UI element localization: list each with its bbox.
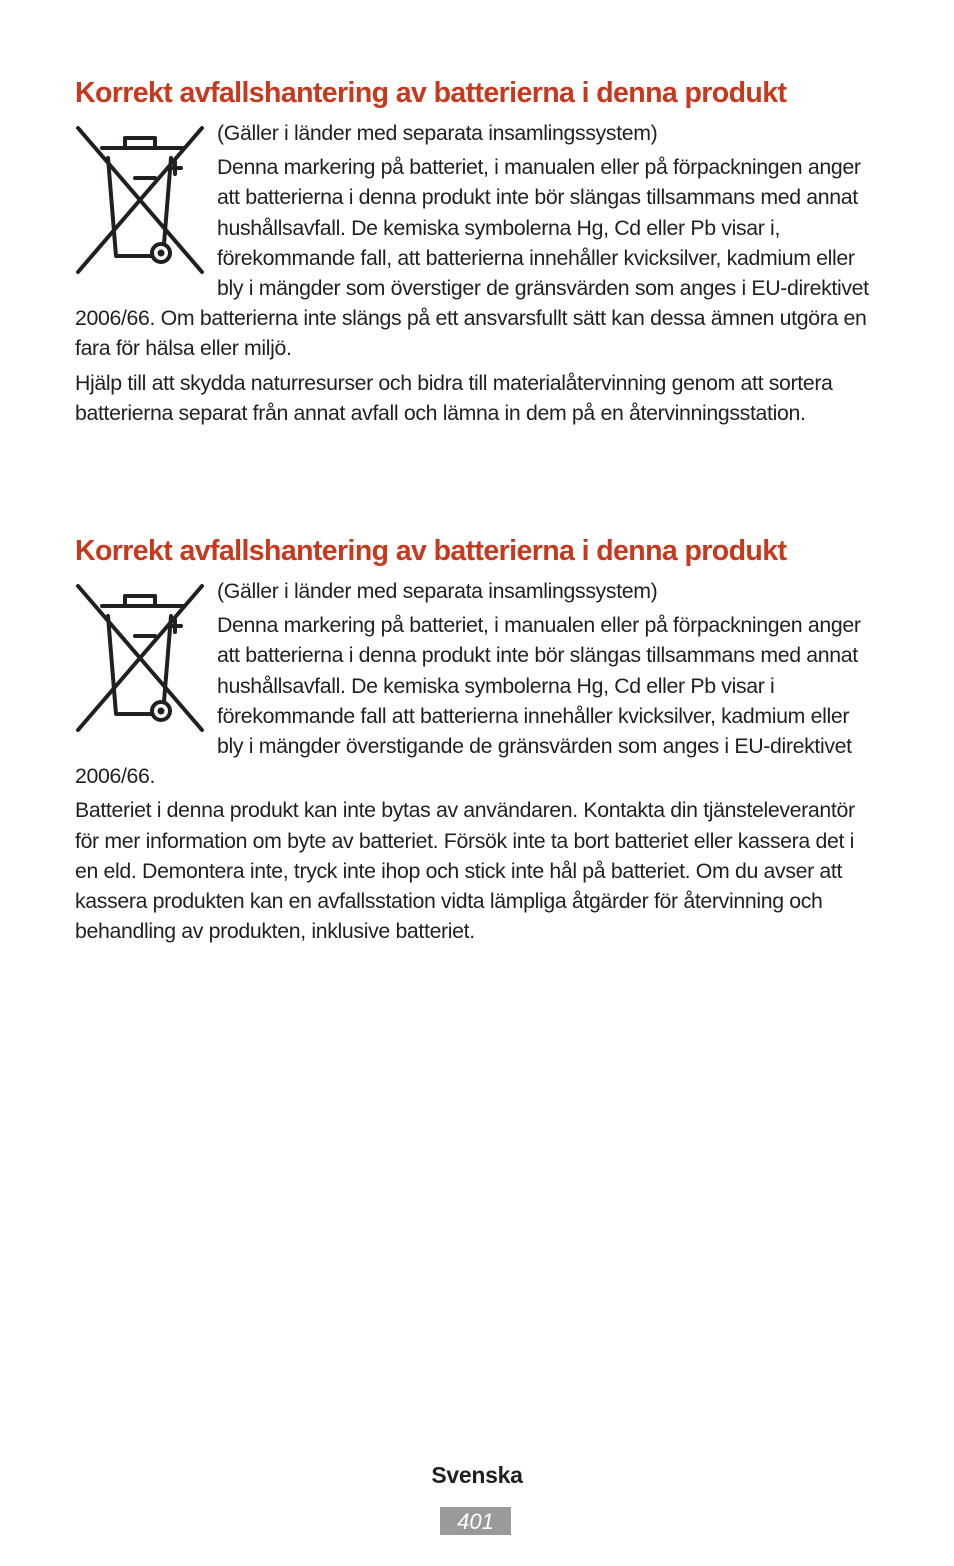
- battery-disposal-section-2: [75, 532, 875, 946]
- section-heading: Korrekt avfallshantering av batterierna i denna produkt: [75, 535, 787, 567]
- paragraph: (Gäller i länder med separata insamlingssystem): [217, 579, 658, 603]
- page-number: 401: [440, 1507, 511, 1535]
- paragraph: Denna markering på batteriet, i manualen eller på förpackningen anger att batterierna i denna produkt inte bör slängas tillsammans med annat hushållsavfall. De kemiska symbolerna Hg, Cd eller Pb visar i förekommande fall att batterierna innehåller kvicksilver, kadmium eller bly i mängder överstigande de gränsvärden som anges i EU-direktivet 2006/66.: [75, 613, 861, 789]
- section-content: [75, 118, 875, 428]
- paragraph: Denna markering på batteriet, i manualen eller på förpackningen anger att batterierna i denna produkt inte bör slängas tillsammans med annat hushållsavfall. De kemiska symbolerna Hg, Cd eller Pb visar i, förekommande fall, att batterierna innehåller kvicksilver, kadmium eller bly i mängder som överstiger de gränsvärden som anges i EU-direktivet 2006/66. Om batterierna inte slängs på ett ansvarsfullt sätt kan dessa ämnen utgöra en fara för hälsa eller miljö.: [75, 155, 869, 361]
- footer-language-label: Svenska: [431, 1462, 523, 1488]
- paragraph: Hjälp till att skydda naturresurser och bidra till materialåtervinning genom att sortera batterierna separat från annat avfall och lämna in dem på en återvinningsstation.: [75, 370, 833, 425]
- battery-disposal-section-1: [75, 74, 875, 428]
- paragraph: Batteriet i denna produkt kan inte bytas av användaren. Kontakta din tjänsteleverantör för mer information om byte av batteriet. Försök inte ta bort batteriet eller kassera det i en eld. Demontera inte, tryck inte ihop och stick inte hål på batteriet. Om du avser att kassera produkten kan en avfallsstation vidta lämpliga åtgärder för återvinning och behandling av produkten, inklusive batteriet.: [75, 798, 855, 944]
- paragraph: (Gäller i länder med separata insamlingssystem): [217, 121, 658, 145]
- crossed-out-wheeled-bin-icon: [75, 584, 205, 736]
- section-heading: Korrekt avfallshantering av batterierna i denna produkt: [75, 77, 787, 109]
- section-content: [75, 576, 875, 946]
- crossed-out-wheeled-bin-icon: [75, 126, 205, 278]
